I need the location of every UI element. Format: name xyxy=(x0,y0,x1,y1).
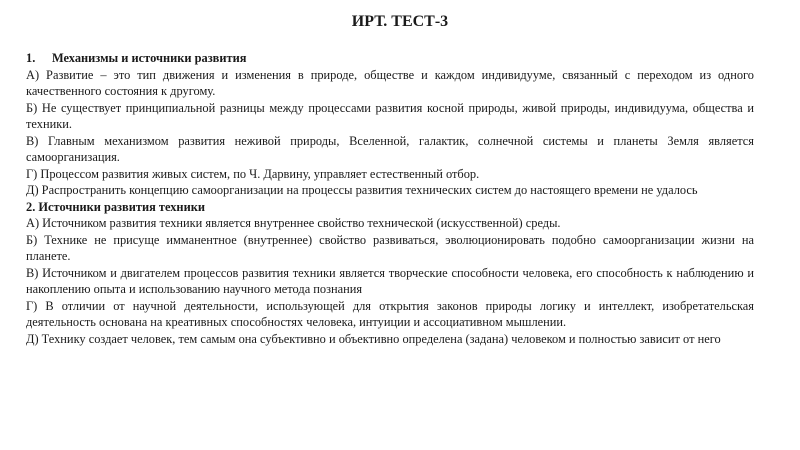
section-1-item-b: Б) Не существует принципиальной разницы между процессами развития косной природы, живой природы, индивидуума, общества и техники. xyxy=(26,100,754,131)
section-1-item-v: В) Главным механизмом развития неживой природы, Вселенной, галактик, солнечной системы и планеты Земля является самоорганизация. xyxy=(26,133,754,164)
section-1-heading xyxy=(26,50,754,67)
section-2-item-g: Г) В отличии от научной деятельности, использующей для открытия законов природы логику и интеллект, изобретательская деятельность основана на креативных способностях человека, интуиции и ассоциативном мышлении. xyxy=(26,298,754,329)
section-1-item-g: Г) Процессом развития живых систем, по Ч. Дарвину, управляет естественный отбор. xyxy=(26,166,480,181)
section-2-item-d: Д) Технику создает человек, тем самым она субъективно и объективно определена (задана) человеком и полностью зависит от него xyxy=(26,331,721,346)
slide-title: ИРТ. ТЕСТ-3 xyxy=(351,13,449,30)
section-1-item-d: Д) Распространить концепцию самоорганизации на процессы развития технических систем до настоящего времени не удалось xyxy=(26,183,698,197)
section-2-item-b: Б) Технике не присуще имманентное (внутреннее) свойство развиваться, эволюционировать подобно самоорганизации жизни на планете. xyxy=(26,232,754,263)
section-2-heading: 2. Источники развития техники xyxy=(26,199,205,214)
section-1-number: 1. xyxy=(26,51,36,65)
section-2-item-a: А) Источником развития техники является внутреннее свойство технической (искусственной) среды. xyxy=(26,216,561,230)
section-1-title: Механизмы и источники развития xyxy=(52,51,247,65)
slide-content xyxy=(26,50,754,347)
section-2-item-v: В) Источником и двигателем процессов развития техники является творческие способности человека, его способность к наблюдению и накоплению опыта и использованию научного метода познания xyxy=(26,265,754,296)
section-1-item-a: А) Развитие – это тип движения и изменения в природе, обществе и каждом индивидууме, связанный с переходом из одного качественного состояния к другому. xyxy=(26,67,754,98)
